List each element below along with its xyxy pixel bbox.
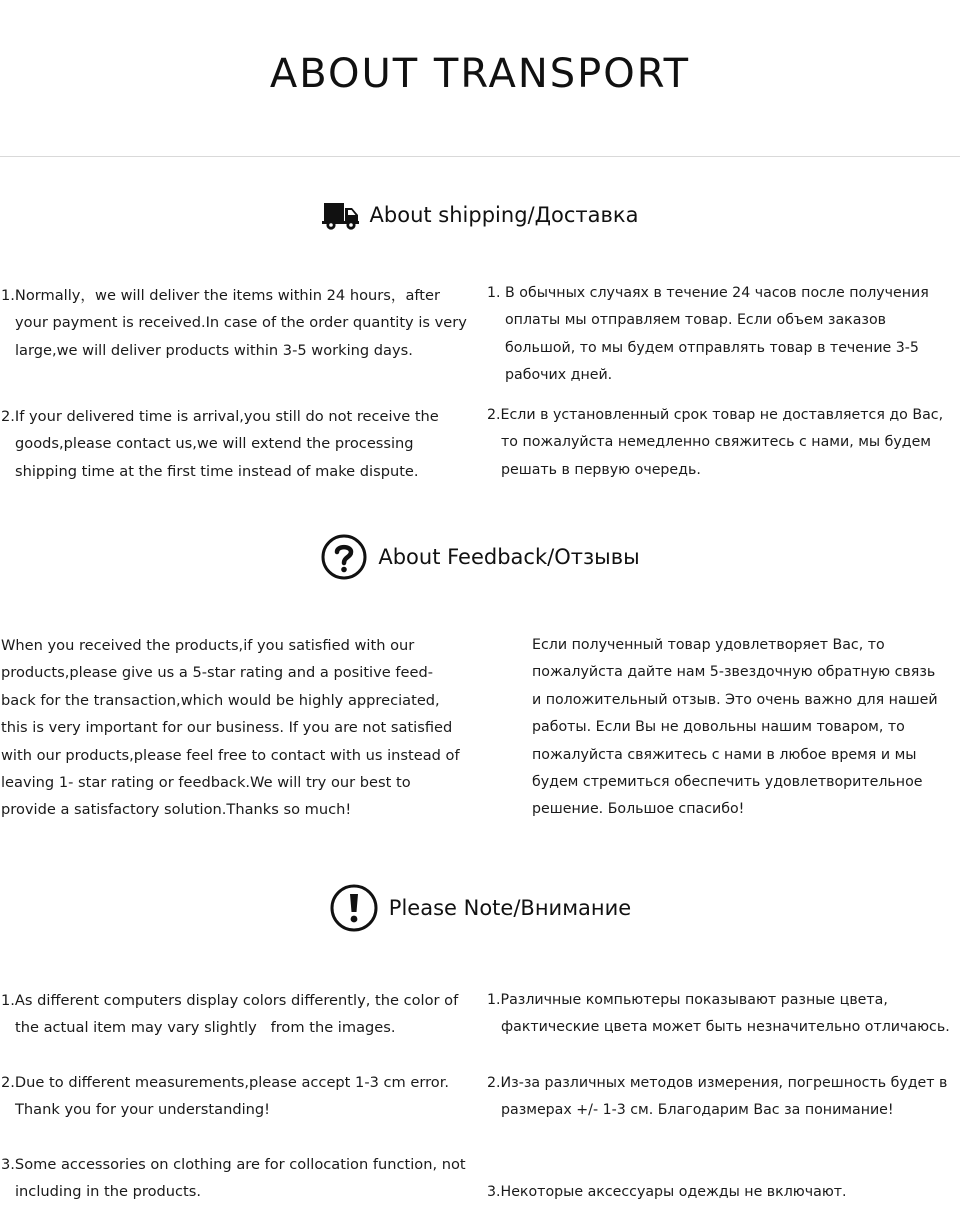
shipping-en-item-2: 2.If your delivered time is arrival,you still do not receive the goods,please contact us,we will extend the processing shipping time at the first time instead of make dispute. <box>1 408 439 480</box>
feedback-heading <box>0 529 960 585</box>
exclamation-circle-icon <box>329 883 379 933</box>
note-en-item-3: 3.Some accessories on clothing are for collocation function, not including in the products. <box>1 1156 466 1201</box>
note-ru-item-2: 2.Из-за различных методов измерения, погрешность будет в размерах +/- 1-3 см. Благодарим Вас за понимание! <box>487 1075 948 1119</box>
shipping-heading-label: About shipping/Доставка <box>369 203 639 227</box>
shipping-en-item-1: 1.Normally，we will deliver the items within 24 hours，after your payment is received.In case of the order quantity is very large,we will deliver products within 3-5 working days. <box>1 287 467 359</box>
feedback-heading-label: About Feedback/Отзывы <box>378 545 640 569</box>
note-en-item-1: 1.As different computers display colors differently, the color of the actual item may vary slightly from the images. <box>1 992 459 1037</box>
feedback-ru-text: Если полученный товар удовлетворяет Вас, то пожалуйста дайте нам 5-звездочную обратную связь и положительный отзыв. Это очень важно для нашей работы. Если Вы не довольны нашим товаром, то пожалуйста свяжитесь с нами в любое время и мы будем стремиться обеспечить удовлетворительное решение. Большое спасибо! <box>532 637 938 818</box>
shipping-heading <box>0 187 960 243</box>
note-heading-label: Please Note/Внимание <box>388 896 632 920</box>
title-divider <box>0 156 960 157</box>
note-ru-item-3: 3.Некоторые аксессуары одежды не включают. <box>487 1184 847 1200</box>
note-ru-item-1: 1.Различные компьютеры показывают разные цвета, фактические цвета может быть незначительно отличаюсь. <box>487 992 950 1036</box>
truck-icon <box>322 199 360 231</box>
page-title: ABOUT TRANSPORT <box>269 51 691 97</box>
note-en-item-2: 2.Due to different measurements,please accept 1-3 cm error. Thank you for your understanding! <box>1 1074 450 1119</box>
note-heading <box>0 880 960 936</box>
shipping-ru-item-2: 2.Если в установленный срок товар не доставляется до Вас, то пожалуйста немедленно свяжитесь с нами, мы будем решать в первую очередь. <box>487 407 944 478</box>
shipping-ru-item-1: 1. В обычных случаях в течение 24 часов после получения оплаты мы отправляем товар. Если объем заказов большой, то мы будем отправлять товар в течение 3-5 рабочих дней. <box>487 285 929 384</box>
question-circle-icon <box>320 533 368 581</box>
feedback-en-text: When you received the products,if you satisfied with our products,please give us a 5-star rating and a positive feed-back for the transaction,which would be highly appreciated, this is very important for our business. If you are not satisfied with our products,please feel free to contact with us instead of leaving 1- star rating or feedback.We will try our best to provide a satisfactory solution.Thanks so much! <box>1 637 460 819</box>
